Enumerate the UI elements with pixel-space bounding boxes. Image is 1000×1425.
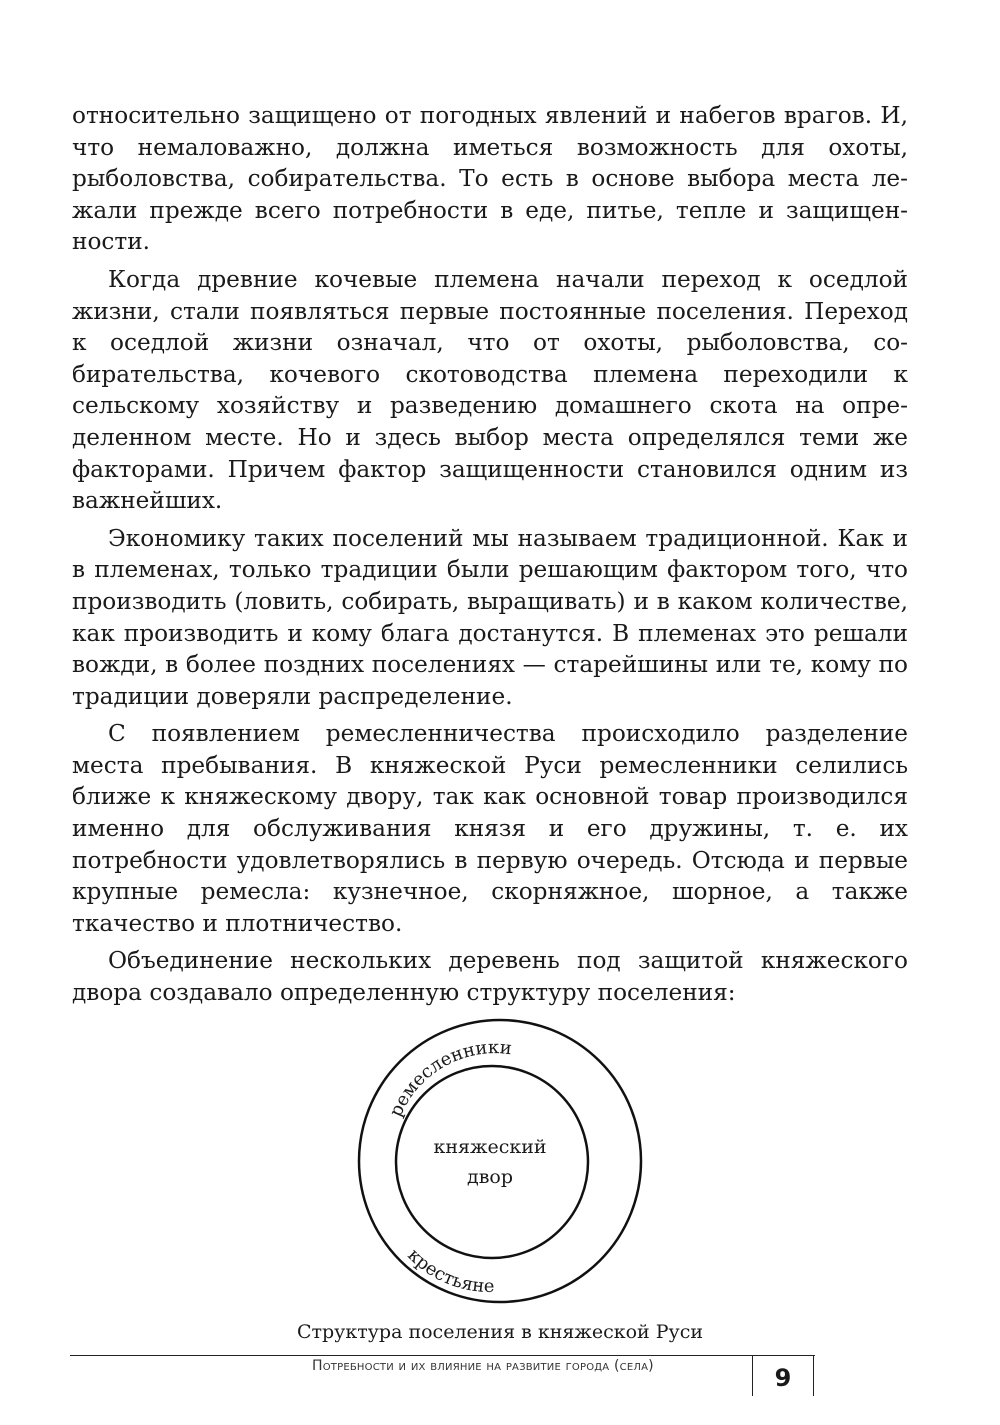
paragraph-1: относительно защищено от погодных явлений и набегов врагов. И, что немаловажно, должна иметься возможность для охоты, рыболовства, собирательства. То есть в основе выбора места лежали прежде всего потребности в еде, питье, тепле и защищенности. <box>72 102 908 256</box>
outer-circle <box>359 1020 641 1302</box>
footer-rule <box>70 1355 815 1356</box>
outer-ring-label: крестьяне <box>403 1244 495 1298</box>
center-label-line1: княжеский <box>433 1136 547 1158</box>
body-text <box>72 100 908 1009</box>
footer-separator <box>752 1356 753 1396</box>
paragraph-5: Объединение нескольких деревень под защитой княжеского двора создавало определенную структуру поселения: <box>72 947 908 1007</box>
settlement-structure-diagram <box>345 1018 655 1304</box>
running-title: Потребности и их влияние на развитие города (села) <box>312 1358 654 1374</box>
center-label-line2: двор <box>467 1166 513 1188</box>
footer-separator-right <box>813 1356 814 1396</box>
middle-ring-label: ремесленники <box>385 1037 513 1121</box>
paragraph-2: Когда древние кочевые племена начали переход к оседлой жизни, стали появляться первые постоянные поселения. Переход к оседлой жизни означал, что от охоты, рыболовства, собирательства, кочевого скотоводства племена переходили к сельскому хозяйству и разведению домашнего скота на определенном месте. Но и здесь выбор места определялся теми же факторами. Причем фактор защищенности становился одним из важнейших. <box>72 265 908 515</box>
figure-caption: Структура поселения в княжеской Руси <box>296 1321 704 1343</box>
page-number: 9 <box>774 1364 792 1392</box>
paragraph-3: Экономику таких поселений мы называем традиционной. Как и в племенах, только традиции были решающим фактором того, что производить (ловить, собирать, выращивать) и в каком количестве, как производить и кому блага достанутся. В племенах это решали вожди, в более поздних поселениях — старейшины или те, кому по традиции доверяли распределение. <box>72 524 908 710</box>
paragraph-4: С появлением ремесленничества происходило разделение места пребывания. В княжеской Руси ремесленники селились ближе к княжескому двору, так как основной товар производился именно для обслуживания князя и его дружины, т. е. их потребности удовлетворялись в первую очередь. Отсюда и первые крупные ремесла: кузнечное, скорняжное, шорное, а также ткачество и плотничество. <box>72 720 908 937</box>
inner-circle <box>396 1066 588 1258</box>
